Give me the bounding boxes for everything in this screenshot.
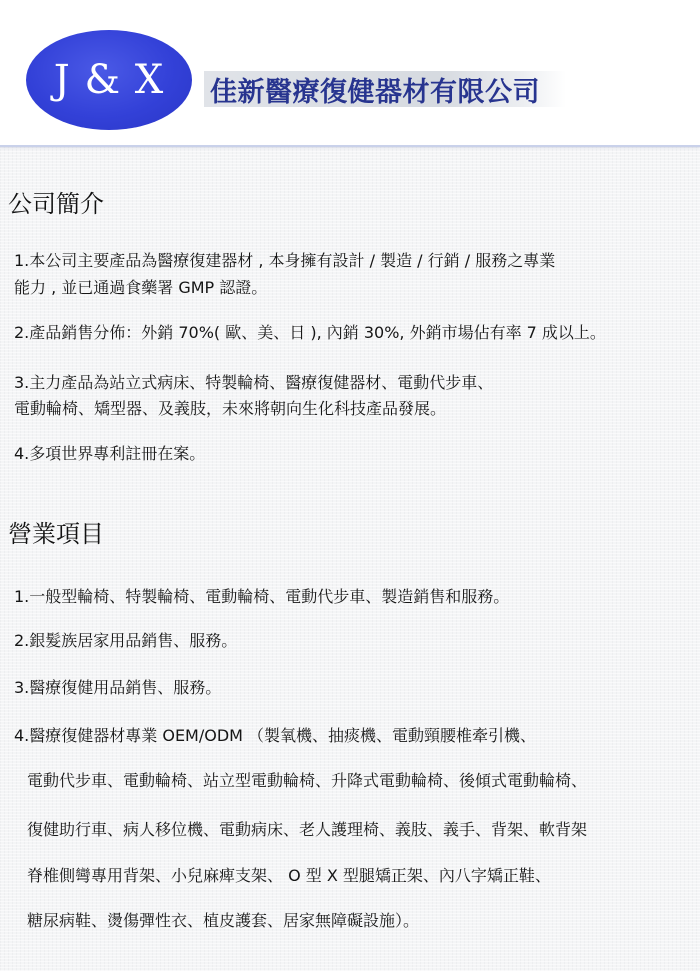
page-header <box>0 0 700 147</box>
logo-text: J & X <box>53 57 165 103</box>
section-title-business: 營業項目 <box>8 520 104 548</box>
business-item-1: 1.一般型輪椅、特製輪椅、電動輪椅、電動代步車、製造銷售和服務。 <box>14 587 510 606</box>
business-item-3: 3.醫療復健用品銷售、服務。 <box>14 678 222 697</box>
intro-item-3-line-2: 電動輪椅、矯型器、及義肢，未來將朝向生化科技產品發展。 <box>14 399 447 418</box>
intro-item-1-line-1: 1.本公司主要產品為醫療復建器材 , 本身擁有設計 / 製造 / 行銷 / 服務之專業 <box>14 251 556 270</box>
company-name: 佳新醫療復健器材有限公司 <box>210 76 540 108</box>
section-title-intro: 公司簡介 <box>8 190 104 218</box>
business-item-4-continuation-4: 糖尿病鞋、燙傷彈性衣、植皮護套、居家無障礙設施）。 <box>27 911 420 930</box>
intro-item-1-line-2: 能力 , 並已通過食藥署 GMP 認證。 <box>14 278 268 297</box>
business-item-4: 4.醫療復健器材專業 OEM/ODM （製氧機、抽痰機、電動頸腰椎牽引機、 <box>14 726 537 745</box>
intro-item-2: 2.產品銷售分佈：外銷 70%( 歐、美、日 ), 內銷 30%, 外銷市場佔有率 7 成以上。 <box>14 323 606 342</box>
company-logo <box>26 30 192 130</box>
intro-item-3-line-1: 3.主力產品為站立式病床、特製輪椅、醫療復健器材、電動代步車、 <box>14 373 494 392</box>
company-name-banner <box>204 71 566 107</box>
business-item-4-continuation-1: 電動代步車、電動輪椅、站立型電動輪椅、升降式電動輪椅、後傾式電動輪椅、 <box>27 771 588 790</box>
intro-item-4: 4.多項世界專利註冊在案。 <box>14 444 206 463</box>
business-item-2: 2.銀髮族居家用品銷售、服務。 <box>14 631 238 650</box>
business-item-4-continuation-3: 脊椎側彎專用背架、小兒麻痺支架、 O 型 X 型腿矯正架、內八字矯正鞋、 <box>27 866 551 885</box>
business-item-4-continuation-2: 復健助行車、病人移位機、電動病床、老人護理椅、義肢、義手、背架、軟背架 <box>27 820 588 839</box>
